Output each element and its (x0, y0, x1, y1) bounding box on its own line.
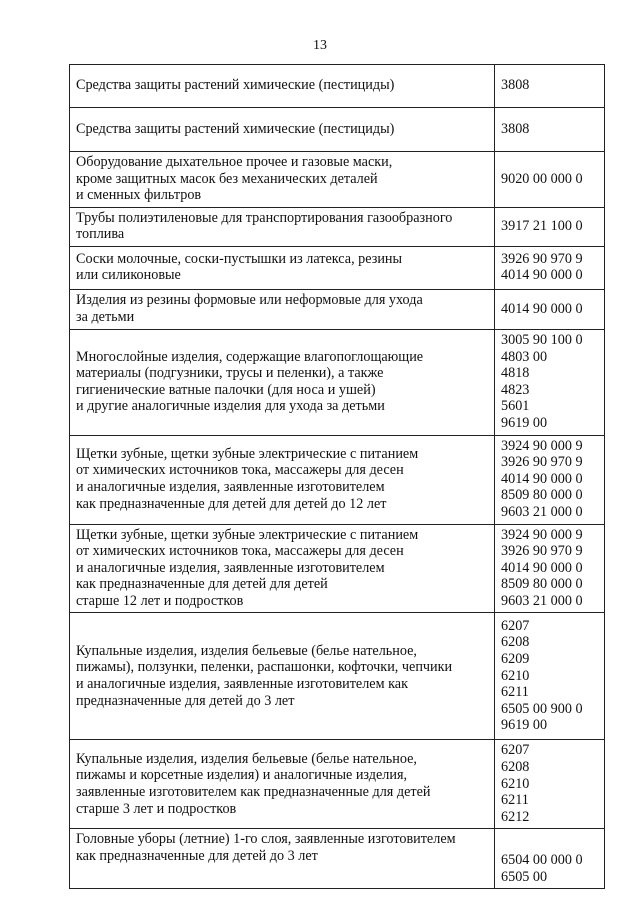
tn-ved-code: 3926 90 970 9 (501, 543, 583, 560)
description-line: кроме защитных масок без механических деталей (76, 170, 378, 187)
tn-ved-code: 3808 (501, 77, 530, 94)
table-row (70, 329, 605, 435)
table-row (70, 524, 605, 613)
tn-ved-code: 3808 (501, 120, 530, 137)
product-description-cell (70, 108, 495, 152)
tn-ved-code: 6210 (501, 667, 530, 684)
description-line: Купальные изделия, изделия бельевые (белье нательное, (76, 750, 417, 767)
tn-ved-code: 4014 90 000 0 (501, 300, 583, 317)
product-description-cell (70, 524, 495, 613)
tn-ved-code-cell (495, 65, 605, 108)
description-line: Щетки зубные, щетки зубные электрические с питанием (76, 445, 419, 462)
description-line: Купальные изделия, изделия бельевые (белье нательное, (76, 642, 417, 659)
table-row (70, 65, 605, 108)
tn-ved-code: 6210 (501, 775, 530, 792)
tn-ved-code: 3924 90 000 9 (501, 526, 583, 543)
product-description-cell (70, 435, 495, 524)
description-line: или силиконовые (76, 267, 181, 284)
description-line: топлива (76, 226, 125, 243)
product-description-cell (70, 152, 495, 208)
description-line: Многослойные изделия, содержащие влагопоглощающие (76, 348, 424, 365)
description-line: материалы (подгузники, трусы и пеленки), а также (76, 365, 384, 382)
tn-ved-code: 9603 21 000 0 (501, 592, 583, 609)
tn-ved-code: 5601 (501, 398, 530, 415)
tn-ved-code: 9619 00 (501, 414, 548, 431)
table-row (70, 829, 605, 889)
description-line: и аналогичные изделия, заявленные изготовителем как (76, 675, 408, 692)
table-row (70, 152, 605, 208)
description-line: Соски молочные, соски-пустышки из латекса, резины (76, 250, 403, 267)
tn-ved-code: 3924 90 000 9 (501, 437, 583, 454)
table-row (70, 289, 605, 329)
tn-ved-code: 4014 90 000 0 (501, 267, 583, 284)
tn-ved-code: 8509 80 000 0 (501, 576, 583, 593)
description-line: старше 12 лет и подростков (76, 592, 244, 609)
table-row (70, 207, 605, 246)
product-description-cell (70, 207, 495, 246)
description-line: старше 3 лет и подростков (76, 800, 237, 817)
product-description-cell (70, 829, 495, 889)
description-line: и сменных фильтров (76, 187, 202, 204)
product-description-cell (70, 740, 495, 829)
description-line: Оборудование дыхательное прочее и газовые маски, (76, 154, 393, 170)
product-codes-table (69, 64, 605, 889)
tn-ved-code-cell (495, 524, 605, 613)
description-line: Изделия из резины формовые или неформовые для ухода (76, 292, 423, 309)
description-line: Головные уборы (летние) 1-го слоя, заявленные изготовителем (76, 831, 456, 848)
tn-ved-code: 6208 (501, 634, 530, 651)
table-row (70, 246, 605, 289)
description-line: заявленные изготовителем как предназначенные для детей (76, 783, 431, 800)
tn-ved-code: 6208 (501, 759, 530, 776)
description-line: пижамы и корсетные изделия) и аналогичные изделия, (76, 767, 408, 784)
description-line: за детьми (76, 308, 135, 325)
product-description-cell (70, 329, 495, 435)
table-row (70, 613, 605, 740)
description-line: Трубы полиэтиленовые для транспортирования газообразного (76, 209, 453, 226)
tn-ved-code: 8509 80 000 0 (501, 487, 583, 504)
tn-ved-code: 4014 90 000 0 (501, 470, 583, 487)
tn-ved-code-cell (495, 108, 605, 152)
tn-ved-code: 6211 (501, 684, 529, 701)
table-row (70, 435, 605, 524)
tn-ved-code: 6207 (501, 742, 530, 759)
tn-ved-code-cell (495, 613, 605, 740)
description-line: пижамы), ползунки, пеленки, распашонки, кофточки, чепчики (76, 659, 453, 676)
tn-ved-code: 6211 (501, 792, 529, 809)
tn-ved-code: 9020 00 000 0 (501, 170, 583, 187)
tn-ved-code: 4818 (501, 365, 530, 382)
tn-ved-code: 9603 21 000 0 (501, 503, 583, 520)
tn-ved-code-cell (495, 329, 605, 435)
description-line: от химических источников тока, массажеры для десен (76, 462, 404, 479)
tn-ved-code-cell (495, 207, 605, 246)
tn-ved-code: 4014 90 000 0 (501, 559, 583, 576)
description-line: гигиенические ватные палочки (для носа и ушей) (76, 381, 376, 398)
description-line: Средства защиты растений химические (пестициды) (76, 120, 395, 137)
tn-ved-code: 6505 00 900 0 (501, 700, 583, 717)
description-line: как предназначенные для детей для детей (76, 576, 328, 593)
description-line: как предназначенные для детей для детей до 12 лет (76, 495, 387, 512)
product-description-cell (70, 246, 495, 289)
tn-ved-code: 3005 90 100 0 (501, 331, 583, 348)
tn-ved-code: 6209 (501, 651, 530, 668)
tn-ved-code: 3926 90 970 9 (501, 250, 583, 267)
tn-ved-code: 4823 (501, 381, 530, 398)
tn-ved-code-cell (495, 289, 605, 329)
description-line: Средства защиты растений химические (пестициды) (76, 77, 395, 94)
tn-ved-code: 6505 00 (501, 868, 548, 885)
tn-ved-code: 6504 00 000 0 (501, 852, 583, 869)
product-description-cell (70, 65, 495, 108)
description-line: и другие аналогичные изделия для ухода за детьми (76, 398, 385, 415)
product-description-cell (70, 289, 495, 329)
description-line: предназначенные для детей до 3 лет (76, 692, 295, 709)
description-line: Щетки зубные, щетки зубные электрические с питанием (76, 526, 419, 543)
tn-ved-code-cell (495, 829, 605, 889)
tn-ved-code-cell (495, 246, 605, 289)
tn-ved-code-cell (495, 152, 605, 208)
table-row (70, 740, 605, 829)
tn-ved-code: 3926 90 970 9 (501, 454, 583, 471)
tn-ved-code-cell (495, 435, 605, 524)
description-line: и аналогичные изделия, заявленные изготовителем (76, 559, 385, 576)
tn-ved-code: 4803 00 (501, 348, 548, 365)
product-description-cell (70, 613, 495, 740)
tn-ved-code: 3917 21 100 0 (501, 218, 583, 235)
description-line: и аналогичные изделия, заявленные изготовителем (76, 479, 385, 496)
description-line: как предназначенные для детей до 3 лет (76, 848, 318, 865)
table-row (70, 108, 605, 152)
tn-ved-code: 6207 (501, 617, 530, 634)
tn-ved-code-cell (495, 740, 605, 829)
page-number: 13 (313, 38, 327, 53)
tn-ved-code: 9619 00 (501, 717, 548, 734)
tn-ved-code: 6212 (501, 808, 530, 825)
description-line: от химических источников тока, массажеры для десен (76, 543, 404, 560)
